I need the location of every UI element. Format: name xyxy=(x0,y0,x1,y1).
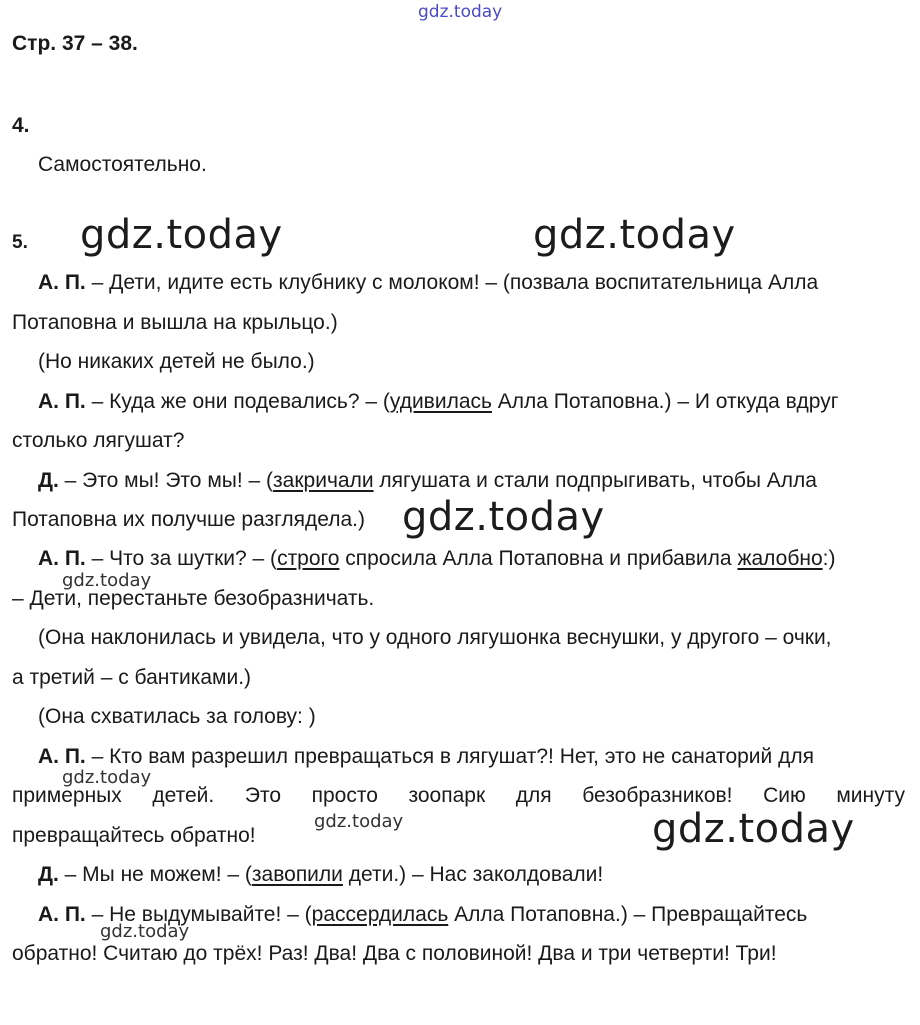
line-text: Алла Потаповна.) – Превращайтесь xyxy=(448,903,808,926)
dialogue-line: – Дети, перестаньте безобразничать. xyxy=(12,587,375,610)
dialogue-line: Потаповна их получше разглядела.) xyxy=(12,508,365,531)
dialogue-line xyxy=(38,547,835,571)
speaker-label: Д. xyxy=(38,863,59,886)
line-text: :) xyxy=(822,547,836,570)
watermark: gdz.today xyxy=(652,806,855,852)
dialogue-line: Потаповна и вышла на крыльцо.) xyxy=(12,311,338,334)
speaker-label: А. П. xyxy=(38,745,86,768)
watermark: gdz.today xyxy=(402,494,605,540)
dialogue-line: превращайтесь обратно! xyxy=(12,824,256,847)
line-text: – Это мы! Это мы! – ( xyxy=(58,469,274,492)
dialogue-line xyxy=(38,390,838,414)
task-4-number: 4. xyxy=(12,114,30,137)
speaker-label: А. П. xyxy=(38,390,86,413)
page-range-heading: Стр. 37 – 38. xyxy=(12,32,138,55)
underlined-verb: рассердилась xyxy=(311,903,449,926)
watermark: gdz.today xyxy=(62,767,152,788)
word: детей. xyxy=(152,784,215,807)
word: зоопарк xyxy=(408,784,486,807)
speaker-label: Д. xyxy=(38,469,59,492)
task-5-number: 5. xyxy=(12,232,28,253)
line-text: спросила Алла Потаповна и прибавила xyxy=(339,547,738,570)
watermark: gdz.today xyxy=(533,212,736,258)
dialogue-line xyxy=(38,863,603,887)
underlined-verb: закричали xyxy=(273,469,374,492)
watermark: gdz.today xyxy=(80,212,283,258)
watermark: gdz.today xyxy=(62,570,152,591)
task-4-answer: Самостоятельно. xyxy=(38,153,207,176)
speaker-label: А. П. xyxy=(38,271,86,294)
dialogue-line: (Но никаких детей не было.) xyxy=(38,350,315,373)
dialogue-line xyxy=(38,271,818,295)
underlined-verb: завопили xyxy=(251,863,343,886)
dialogue-line: (Она наклонилась и увидела, что у одного лягушонка веснушки, у другого – очки, xyxy=(38,626,832,649)
line-text: – Куда же они подевались? – ( xyxy=(85,390,390,413)
line-text: Алла Потаповна.) – И откуда вдруг xyxy=(491,390,839,413)
line-text: – Мы не можем! – ( xyxy=(58,863,252,886)
watermark: gdz.today xyxy=(100,921,190,942)
line-text: – Что за шутки? – ( xyxy=(85,547,278,570)
dialogue-line: (Она схватилась за голову: ) xyxy=(38,705,316,728)
dialogue-line-justified xyxy=(12,784,905,808)
watermark-top: gdz.today xyxy=(418,2,503,22)
dialogue-line xyxy=(38,469,817,493)
word: минуту xyxy=(836,784,905,807)
word: просто xyxy=(311,784,378,807)
dialogue-line xyxy=(38,745,814,769)
word: Это xyxy=(244,784,281,807)
word: безобразников! xyxy=(582,784,733,807)
watermark: gdz.today xyxy=(314,811,404,832)
speaker-label: А. П. xyxy=(38,903,86,926)
speaker-label: А. П. xyxy=(38,547,86,570)
line-text: лягушата и стали подпрыгивать, чтобы Алла xyxy=(373,469,817,492)
underlined-adverb: жалобно xyxy=(737,547,823,570)
dialogue-line: а третий – с бантиками.) xyxy=(12,666,252,689)
line-text: – Не выдумывайте! – ( xyxy=(85,903,312,926)
dialogue-line: столько лягушат? xyxy=(12,429,185,452)
line-text: дети.) – Нас заколдовали! xyxy=(342,863,604,886)
underlined-adverb: строго xyxy=(277,547,340,570)
word: примерных xyxy=(12,784,122,807)
word: Сию xyxy=(763,784,806,807)
line-text: – Дети, идите есть клубнику с молоком! – (позвала воспитательница Алла xyxy=(85,271,819,294)
word: для xyxy=(515,784,552,807)
line-text: – Кто вам разрешил превращаться в лягушат?! Нет, это не санаторий для xyxy=(85,745,814,768)
underlined-verb: удивилась xyxy=(389,390,492,413)
dialogue-line: обратно! Считаю до трёх! Раз! Два! Два с половиной! Два и три четверти! Три! xyxy=(12,942,777,965)
